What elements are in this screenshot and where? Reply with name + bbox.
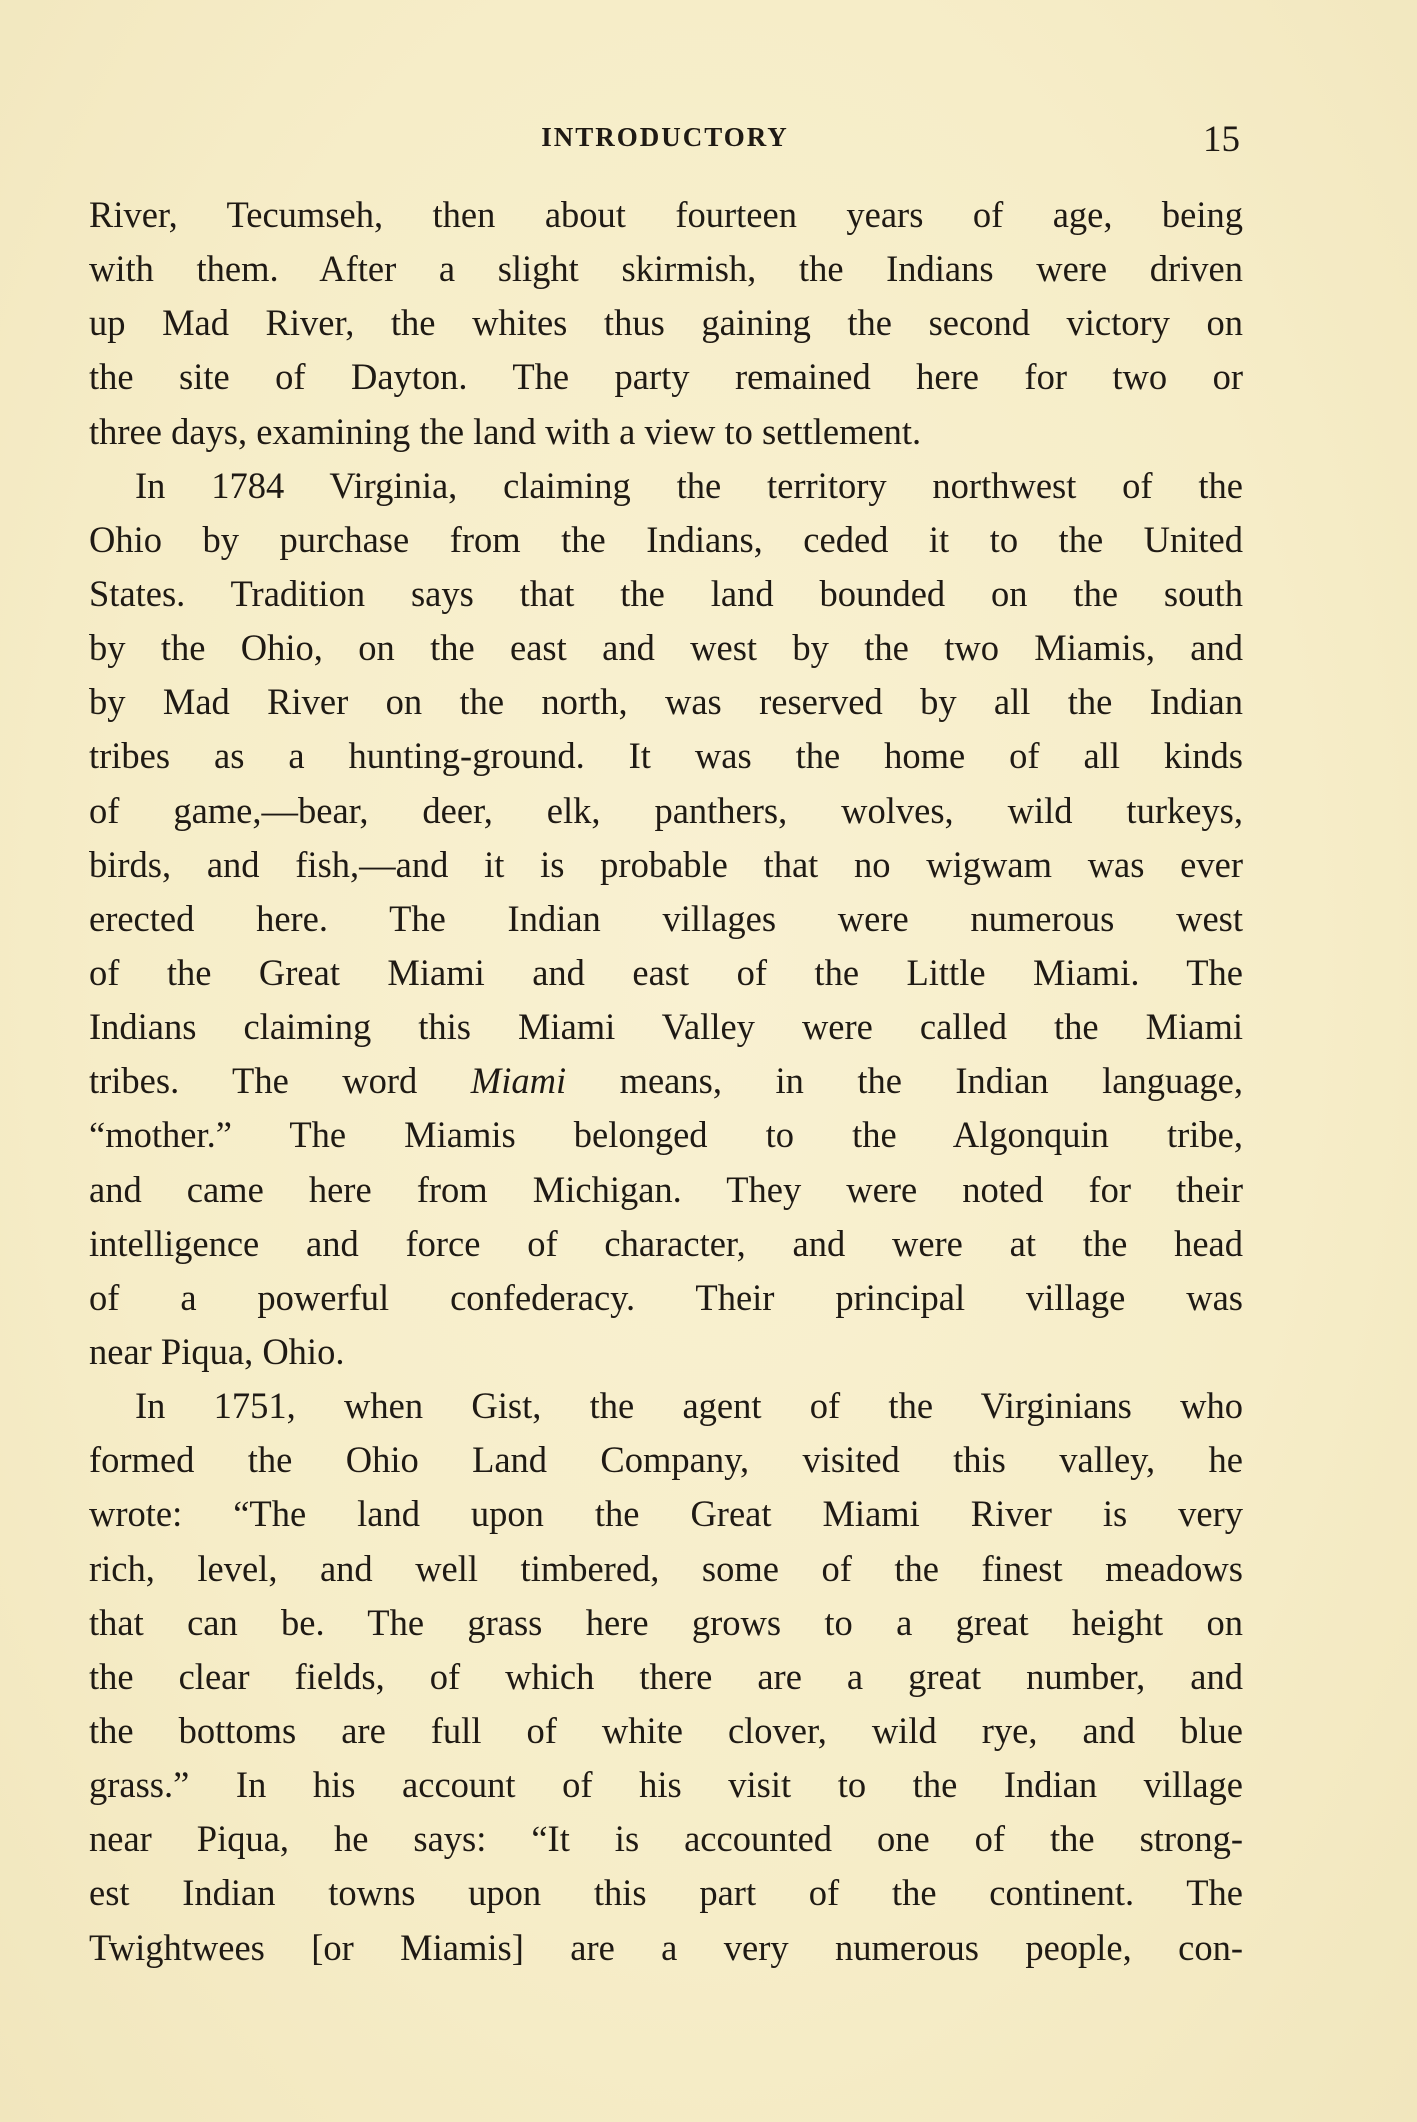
text-line-15: of the Great Miami and east of the Little Miami. The — [89, 951, 1243, 993]
text-line-28: the clear fields, of which there are a great number, and — [89, 1655, 1243, 1697]
page-number: 15 — [1203, 119, 1240, 160]
text-line-10: by Mad River on the north, was reserved by all the Indian — [89, 681, 1243, 723]
text-line-22: near Piqua, Ohio. — [89, 1330, 345, 1372]
running-head — [90, 118, 1240, 168]
text-line-19: and came here from Michigan. They were noted for their — [89, 1168, 1243, 1210]
text-line-16: Indians claiming this Miami Valley were called the Miami — [89, 1006, 1243, 1048]
text-line-8: States. Tradition says that the land bounded on the south — [89, 572, 1243, 614]
text-line-21: of a powerful confederacy. Their principal village was — [89, 1276, 1243, 1318]
text-line-3: up Mad River, the whites thus gaining the second victory on — [89, 302, 1243, 344]
text-line-7: Ohio by purchase from the Indians, ceded it to the United — [89, 518, 1243, 560]
body-text — [89, 188, 1243, 1975]
text-line-20: intelligence and force of character, and were at the head — [89, 1222, 1243, 1264]
text-line-4: the site of Dayton. The party remained here for two or — [89, 356, 1243, 398]
text-line-11: tribes as a hunting-ground. It was the home of all kinds — [89, 735, 1243, 777]
text-line-13: birds, and fish,—and it is probable that no wigwam was ever — [89, 843, 1243, 885]
text-line-9: by the Ohio, on the east and west by the two Miamis, and — [89, 627, 1243, 669]
text-line-33: Twightwees [or Miamis] are a very numerous people, con- — [89, 1926, 1243, 1968]
text-line-14: erected here. The Indian villages were numerous west — [89, 897, 1243, 939]
text-line-26: rich, level, and well timbered, some of the finest meadows — [89, 1547, 1243, 1589]
text-line-17-post: means, in the Indian language, — [566, 1060, 1244, 1102]
text-line-29: the bottoms are full of white clover, wild rye, and blue — [89, 1709, 1243, 1751]
text-line-27: that can be. The grass here grows to a great height on — [89, 1601, 1243, 1643]
text-line-30: grass.” In his account of his visit to the Indian village — [89, 1764, 1243, 1806]
text-line-24: formed the Ohio Land Company, visited this valley, he — [89, 1439, 1243, 1481]
running-title: INTRODUCTORY — [541, 122, 789, 152]
italic-word-miami: Miami — [470, 1060, 567, 1102]
text-line-6: In 1784 Virginia, claiming the territory northwest of the — [135, 464, 1243, 506]
text-line-18: “mother.” The Miamis belonged to the Algonquin tribe, — [89, 1114, 1243, 1156]
text-line-17-pre: tribes. The word — [89, 1060, 471, 1102]
text-line-17 — [89, 1054, 1243, 1108]
text-line-23: In 1751, when Gist, the agent of the Virginians who — [135, 1385, 1243, 1427]
text-line-12: of game,—bear, deer, elk, panthers, wolves, wild turkeys, — [89, 789, 1243, 831]
text-line-1: River, Tecumseh, then about fourteen years of age, being — [89, 194, 1243, 235]
text-line-5: three days, examining the land with a view to settlement. — [89, 410, 922, 452]
text-line-31: near Piqua, he says: “It is accounted one of the strong- — [89, 1818, 1243, 1860]
text-line-25: wrote: “The land upon the Great Miami River is very — [89, 1493, 1243, 1535]
text-line-32: est Indian towns upon this part of the continent. The — [89, 1872, 1243, 1914]
text-line-2: with them. After a slight skirmish, the Indians were driven — [89, 248, 1243, 290]
